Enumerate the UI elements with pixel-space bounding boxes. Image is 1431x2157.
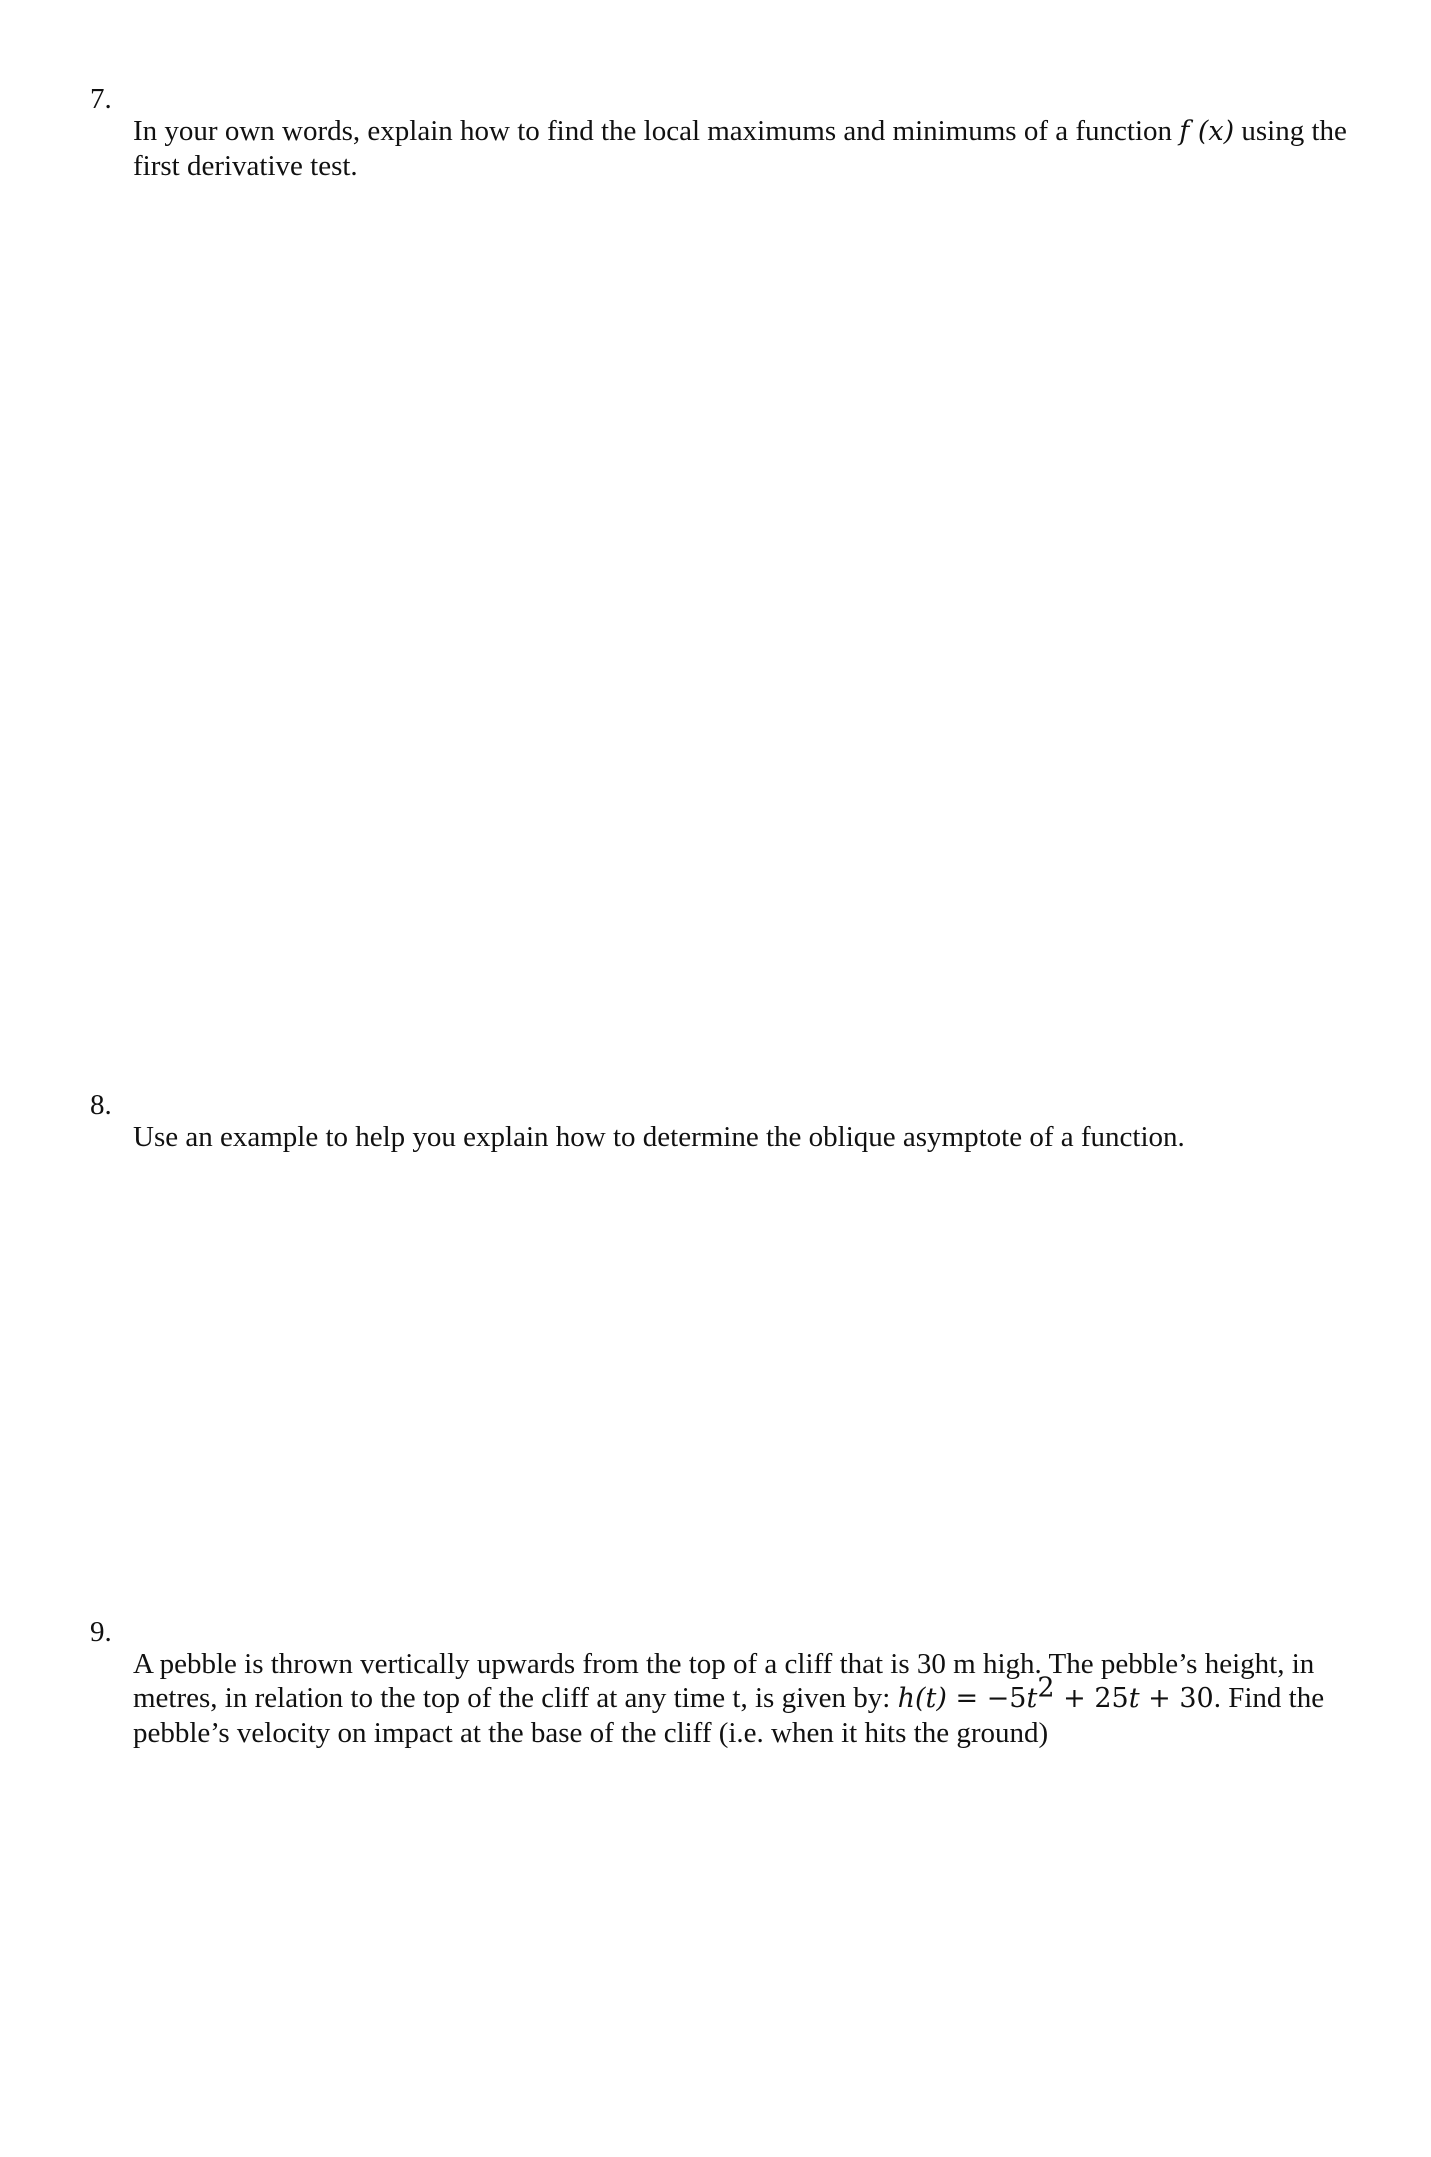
question-text-part: In your own words, explain how to find the local maximums and minimums of a function [133,115,1180,147]
math-part: = −5 [946,1683,1027,1714]
question-text: Use an example to help you explain how to determine the oblique asymptote of a function. [133,1121,1185,1153]
math-variable: t [1026,1683,1038,1714]
question-number: 7. [90,83,112,115]
question-number: 8. [90,1089,112,1121]
math-variable: t [1128,1683,1140,1714]
question-text [133,1647,1373,1750]
math-expression: f (x) [1179,116,1235,147]
question-text-part: A pebble is thrown vertically upwards from the top of a cliff that is 30 m high. The pebble’s height, in metres, in relation to the top of the cliff at any time t, is given by: [133,1648,1315,1714]
math-part: + 30 [1139,1683,1214,1714]
math-height-function: h(t) [897,1683,947,1714]
question-number: 9. [90,1616,112,1648]
question-text-part: using the first derivative test. [133,115,1347,182]
question-text [133,114,1373,183]
math-exponent: 2 [1037,1672,1055,1704]
question-text-part: . Find the pebble’s velocity on impact at the base of the cliff (i.e. when it hits the ground) [133,1682,1325,1749]
math-part: + 25 [1054,1683,1129,1714]
